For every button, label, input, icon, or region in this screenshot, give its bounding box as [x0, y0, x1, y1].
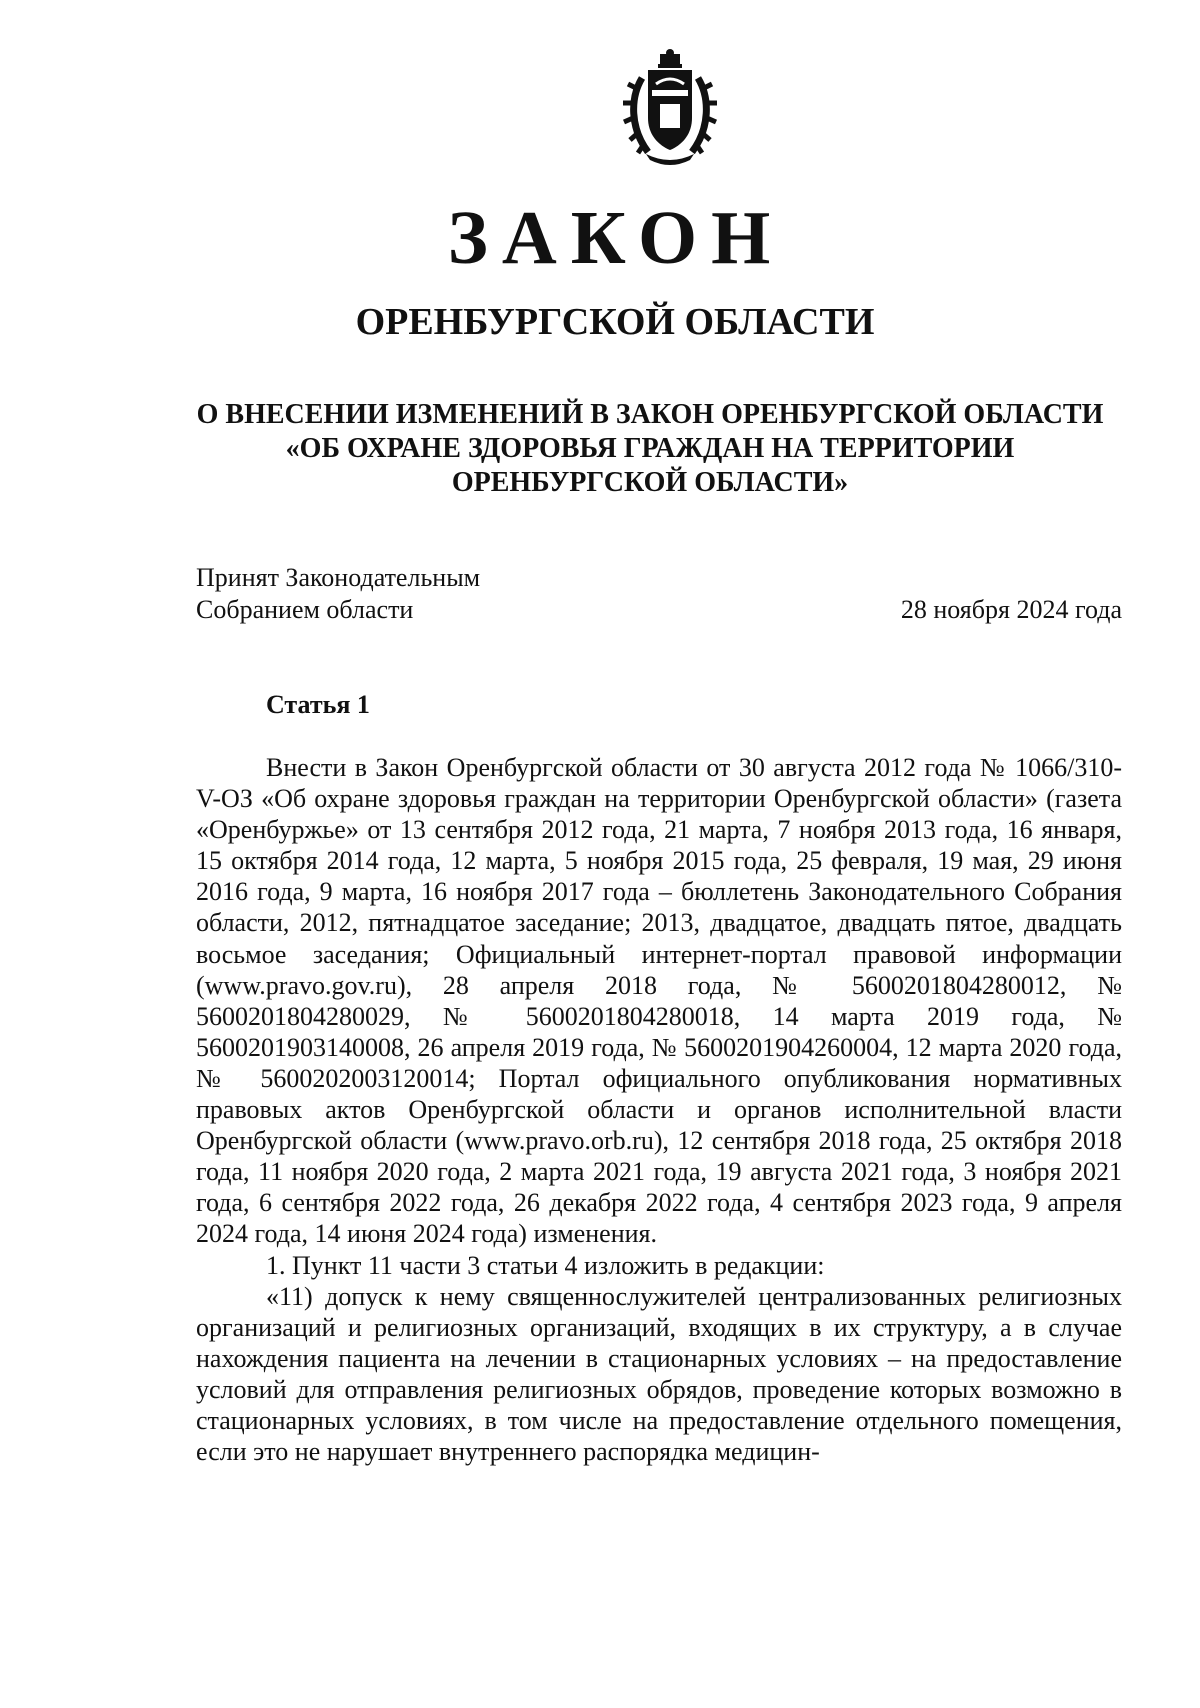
adoption-line: Собранием области [196, 595, 414, 624]
document-region: ОРЕНБУРГСКОЙ ОБЛАСТИ [355, 301, 875, 343]
paragraph: 1. Пункт 11 части 3 статьи 4 изложить в редакции: [266, 1250, 825, 1280]
document-title: ЗАКОН [447, 196, 785, 280]
adoption-date: 28 ноября 2024 года [900, 595, 1122, 624]
coat-of-arms-icon [622, 48, 718, 168]
subject-line: «ОБ ОХРАНЕ ЗДОРОВЬЯ ГРАЖДАН НА ТЕРРИТОРИИ [285, 433, 1015, 464]
document-subject [150, 398, 1150, 500]
adoption-note [196, 562, 480, 626]
adoption-line: Принят Законодательным [196, 563, 481, 592]
subject-line: О ВНЕСЕНИИ ИЗМЕНЕНИЙ В ЗАКОН ОРЕНБУРГСКОЙ ОБЛАСТИ [196, 399, 1104, 430]
paragraph: «11) допуск к нему священнослужителей централизованных религиозных организаций и религиозных организаций, входящих в их структуру, а в случае нахождения пациента на лечении в стационарных условиях – на предоставление условий для отправления религиозных обрядов, проведение которых возможно в стационарных условиях, в том числе на предоставление отдельного помещения, если это не нарушает внутреннего распорядка медицин- [196, 1281, 1122, 1467]
paragraph: Внести в Закон Оренбургской области от 30 августа 2012 года № 1066/310-V-ОЗ «Об охране здоровья граждан на территории Оренбургской области» (газета «Оренбуржье» от 13 сентября 2012 года, 21 марта, 7 ноября 2013 года, 16 января, 15 октября 2014 года, 12 марта, 5 ноября 2015 года, 25 февраля, 19 мая, 29 июня 2016 года, 9 марта, 16 ноября 2017 года – бюллетень Законодательного Собрания области, 2012, пятнадцатое заседание; 2013, двадцатое, двадцать пятое, двадцать восьмое заседания; Официальный интернет-портал правовой информации (www.pravo.gov.ru), 28 апреля 2018 года, № 5600201804280012, № 5600201804280029, № 5600201804280018, 14 марта 2019 года, № 5600201903140008, 26 апреля 2019 года, № 5600201904260004, 12 марта 2020 года, № 5600202003120014; Портал официального опубликования нормативных правовых актов Оренбургской области и органов исполнительной власти Оренбургской области (www.pravo.orb.ru), 12 сентября 2018 года, 25 октября 2018 года, 11 ноября 2020 года, 2 марта 2021 года, 19 августа 2021 года, 3 ноября 2021 года, 6 сентября 2022 года, 26 декабря 2022 года, 4 сентября 2023 года, 9 апреля 2024 года, 14 июня 2024 года) изменения. [196, 753, 1122, 1249]
article-heading: Статья 1 [266, 690, 370, 719]
subject-line: ОРЕНБУРГСКОЙ ОБЛАСТИ» [451, 467, 849, 498]
article-body [196, 752, 1122, 1467]
